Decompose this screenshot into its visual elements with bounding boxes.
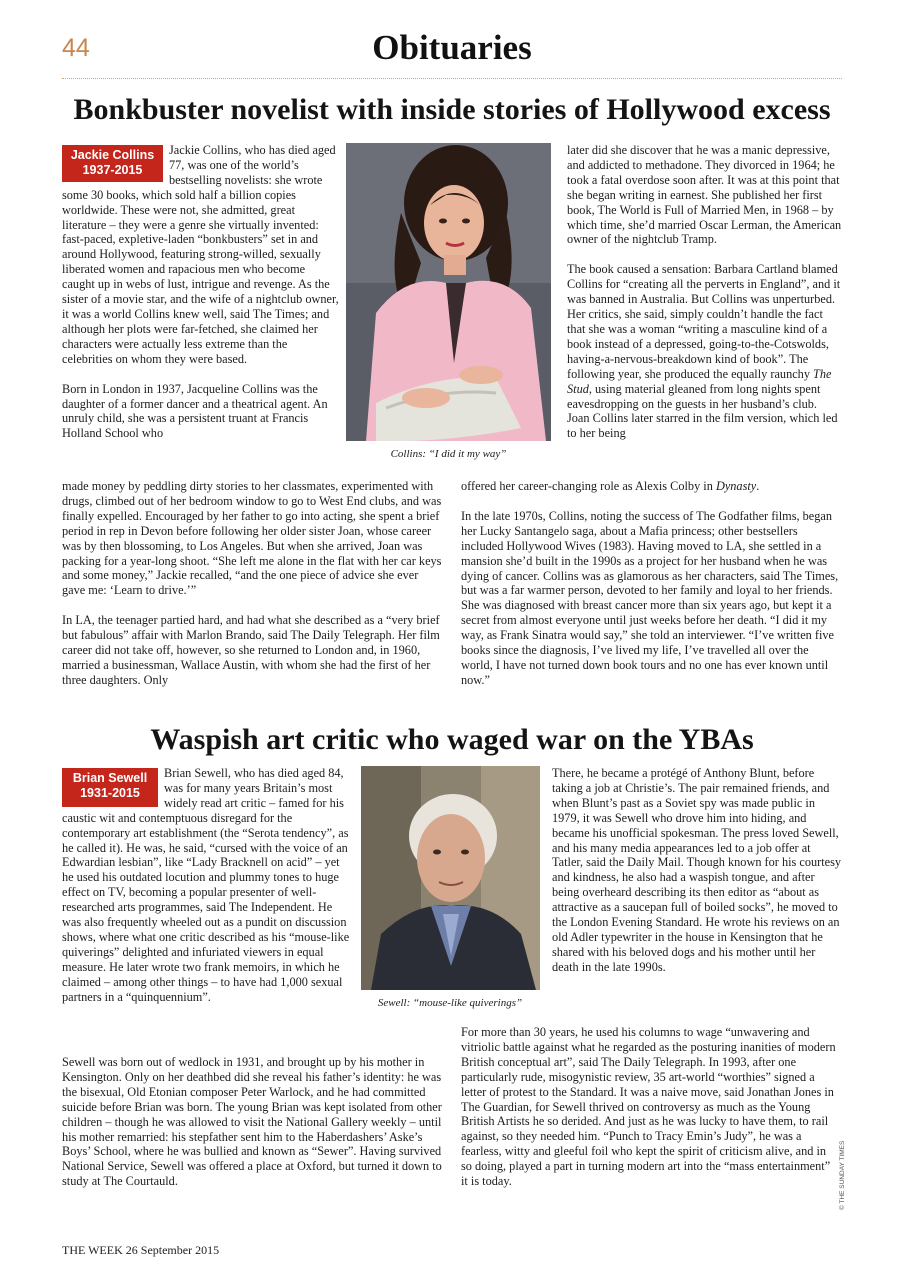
obit1-column-left xyxy=(62,143,340,441)
obit2-tag-name: Brian Sewell xyxy=(72,771,148,785)
obit1-paragraph-3: In LA, the teenager partied hard, and had what she described as a “very brief but fabulous” affair with Marlon Brando, said The Daily Telegraph. Her film career did not take off, however, so she returned to London and, in 1960, married a businessman, Wallace Austin, with whom she had the first of her three daughters. Only xyxy=(62,613,440,687)
brian-sewell-portrait-image xyxy=(361,766,540,990)
photo-credit xyxy=(839,1140,851,1210)
obit1-paragraph-5-end: offered her career-changing role as Alexis Colby in Dynasty. xyxy=(461,479,760,493)
footer xyxy=(62,1243,219,1258)
obit2-column-right xyxy=(552,766,842,975)
obit2-column-left-lower xyxy=(62,1055,447,1189)
obit1-name-tag xyxy=(62,145,163,182)
obit1-headline: Bonkbuster novelist with inside stories of Hollywood excess xyxy=(73,93,831,126)
obit1-photo xyxy=(346,143,551,441)
obit1-paragraph-2-start: Born in London in 1937, Jacqueline Collins was the daughter of a former dancer and a theatrical agent. An unruly child, she was a persistent truant at Francis Holland School who xyxy=(62,381,328,441)
page-number: 44 xyxy=(62,34,90,62)
obit1-paragraph-4: later did she discover that he was a manic depressive, and addicted to methadone. They divorced in 1964; he took a fatal overdose soon after. It was at this point that she began writing in earnest. She published her first book, The World is Full of Married Men, in 1968 – by which time, she’d married Oscar Lerman, the American owner of the nightclub Tramp. xyxy=(567,143,842,247)
footer-publication: THE WEEK xyxy=(62,1243,123,1257)
obit1-paragraph-1: Jackie Collins, who has died aged 77, was one of the world’s bestselling novelists: she wrote some 30 books, which sold half a billion copies worldwide. These were not, she admitted, great literature – they were a genre she virtually invented: fast-paced, expletive-laden “bonkbusters” set in and around Hollywood, featuring strong-willed, sexually liberated women and rapacious men who become caught up in webs of lust, intrigue and revenge. As the sister of a movie star, and the wife of a nightclub owner, it was a world Collins knew well, said The Times; and although her plots were far-fetched, she claimed her characters were actually less extreme than the celebrities on whom they were based. xyxy=(62,143,339,366)
obit2-paragraph-4: For more than 30 years, he used his columns to wage “unwavering and vitriolic battle against what he regarded as the posturing inanities of modern British conceptual art”, said The Daily Telegraph. In 1993, after one particularly rude, misogynistic review, 35 art-world “worthies” signed a letter of protest to the Standard. It was a naive move, said Jonathan Jones in The Guardian, for Sewell thrived on controversy as much as the Young British Artists he so derided. And just as he was lucky to have them, to rail against, so they needed him. “Punch to Tracy Emin’s Judy”, he was a fearless, witty and gleeful foil who kept the spirit of criticism alive, and in so doing, played a part in turning modern art into the “mass entertainment” it is today. xyxy=(461,1025,836,1189)
obit1-column-right xyxy=(567,143,842,441)
obit1-column-right-lower xyxy=(461,479,842,688)
obit2-name-tag xyxy=(62,768,158,807)
section-title: Obituaries xyxy=(372,28,532,67)
obit2-column-right-lower xyxy=(461,1025,839,1189)
jackie-collins-portrait-image xyxy=(346,143,551,441)
obit2-paragraph-2: Sewell was born out of wedlock in 1931, and brought up by his mother in Kensington. Only on her deathbed did she reveal his father’s identity: he was the bisexual, Old Etonian composer Peter Warlock, and he had committed suicide before Brian was born. The young Brian was kept isolated from other children – though he was allowed to visit the National Gallery weekly – until his mother remarried: his stepfather sent him to the Haberdashers’ Aske’s Boys’ School, where he was bullied and known as “Sewer”. Having survived National Service, Sewell was offered a place at Oxford, but turned it down to study at The Courtauld. xyxy=(62,1055,442,1189)
photo-credit-text: © THE SUNDAY TIMES xyxy=(839,1140,846,1210)
obit1-photo-caption: Collins: “I did it my way” xyxy=(390,448,507,460)
obit1-tag-years: 1937-2015 xyxy=(82,163,143,177)
obit1-column-left-lower xyxy=(62,479,442,688)
footer-date: 26 September 2015 xyxy=(125,1243,220,1257)
obit2-tag-years: 1931-2015 xyxy=(80,786,140,800)
obit2-paragraph-1: Brian Sewell, who has died aged 84, was for many years Britain’s most widely read art critic – famed for his caustic wit and contemptuous disregard for the contemporary art establishment (the “Serota tendency”, as he called it). He was, he said, “cursed with the voice of an Edwardian lesbian”, like “Lady Bracknell on acid” – yet he used his outdated locution and plummy tones to huge effect on TV, becoming a popular presenter of well-researched arts programmes, said The Independent. He was also frequently wheeled out as a pundit on discussion shows, where what one critic described as his “mouse-like quiverings” delighted and infuriated viewers in equal measure. He later wrote two frank memoirs, in which he claimed – among other things – to have had 1,000 sexual partners in a “quinquennium”. xyxy=(62,766,350,1004)
obit2-photo-caption: Sewell: “mouse-like quiverings” xyxy=(377,997,523,1009)
obit1-tag-name: Jackie Collins xyxy=(70,148,155,162)
header-divider xyxy=(62,78,842,79)
obit2-photo xyxy=(361,766,540,990)
obit2-headline: Waspish art critic who waged war on the YBAs xyxy=(150,723,754,756)
obit1-paragraph-5-start: The book caused a sensation: Barbara Cartland blamed Collins for “creating all the perverts in England”, and it was banned in Australia. But Collins was unperturbed. Her critics, she said, simply couldn’t handle the fact that she was a woman “writing a masculine kind of a book instead of a depressed, going-to-the-Cotswolds, having-a-nervous-breakdown kind of book”. The following year, she produced the equally raunchy The Stud, using material gleaned from long nights spent eavesdropping on the guests in her husband’s club. Joan Collins later starred in the film version, which led to her being xyxy=(567,262,841,441)
obit1-paragraph-2-end: made money by peddling dirty stories to her classmates, experimented with drugs, climbed out of her bedroom window to go to West End clubs, and was finally expelled. Encouraged by her father to go into acting, she spent a brief period in rep in Devon before following her older sister Joan, whose career was by then blossoming, to Los Angeles. But when she arrived, Joan was packing for a year-long shoot. “She left me alone in the flat with her car keys and some money,” Jackie recalled, “and the one piece of advice she ever gave me: ‘Learn to drive.’” xyxy=(62,479,442,598)
obit1-paragraph-6: In the late 1970s, Collins, noting the success of The Godfather films, began her Lucky Santangelo saga, about a Mafia princess; other bestsellers included Hollywood Wives (1983). Having moved to LA, she settled in a mansion she’d built in the 1990s as a project for her husband when he was dying of cancer. Collins was as glamorous as her characters, said The Times, but was a far warmer person, devoted to her family and loyal to her friends. She was diagnosed with breast cancer more than six years ago, but kept it a secret from almost everyone until just weeks before her death. “I did it my way, as Frank Sinatra would say,” she told an interviewer. “I’ve written five books since the diagnosis, I’ve lived my life, I’ve travelled all over the world, I have not turned down book tours and no one has ever known until now.” xyxy=(461,508,839,687)
obit2-paragraph-3: There, he became a protégé of Anthony Blunt, before taking a job at Christie’s. The pair remained friends, and when Blunt’s past as a Soviet spy was made public in 1979, it was Sewell who drove him into hiding, and became his unofficial spokesman. The press loved Sewell, and his many media appearances led to a job offer at Tatler, said the Daily Mail. Though known for his courtesy and kindness, he also had a waspish tongue, and after being overheard describing its then editor as “about as attractive as a saucepan full of boiled socks”, he moved to the London Evening Standard. He wrote his reviews on an old Adler typewriter in the house in Kensington that he shared with his beloved dogs and his mother until her death in the late 1990s. xyxy=(552,766,842,974)
